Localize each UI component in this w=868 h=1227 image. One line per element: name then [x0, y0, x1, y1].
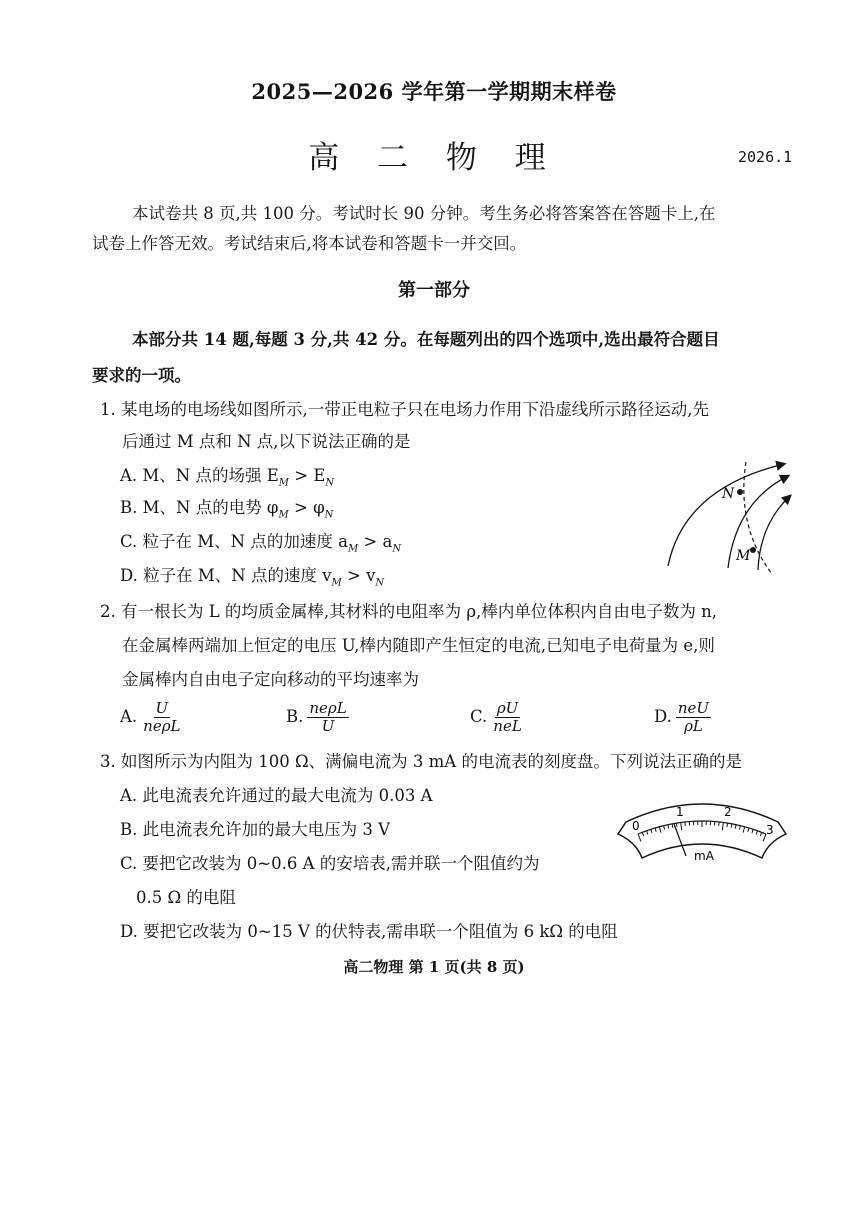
- part-instruction-line-2: 要求的一项。: [92, 366, 191, 385]
- dial-tick: [668, 825, 669, 829]
- dial-tick: [655, 828, 656, 832]
- dial-tick: [743, 827, 745, 833]
- page-footer: 高二物理 第 1 页(共 8 页): [343, 958, 525, 976]
- dial-tick: [739, 826, 740, 830]
- point-m: [750, 547, 756, 553]
- dial-tick: [760, 832, 761, 836]
- q3-option-a: A. 此电流表允许通过的最大电流为 0.03 A: [120, 786, 433, 805]
- dial-tick: [651, 829, 652, 833]
- label-m: M: [736, 548, 751, 564]
- dial-tick: [676, 823, 677, 827]
- dial-tick: [681, 822, 682, 830]
- dial-needle: [674, 824, 686, 856]
- q2-stem-line-2: 在金属棒两端加上恒定的电压 U,棒内随即产生恒定的电流,已知电子电荷量为 e,则: [122, 636, 715, 655]
- ammeter-dial-figure: [612, 800, 792, 884]
- q2-stem-line-3: 金属棒内自由电子定向移动的平均速率为: [122, 670, 419, 689]
- q1-option-a: A. M、N 点的场强 $E_M > E_N$: [120, 466, 335, 489]
- dial-ticks: [638, 821, 766, 841]
- dial-tick: [756, 831, 757, 835]
- q1-option-d: D. 粒子在 M、N 点的速度 $v_M > v_N$: [120, 566, 385, 589]
- dial-tick: [647, 831, 648, 835]
- dial-tick: [664, 826, 665, 830]
- q1-option-c: C. 粒子在 M、N 点的加速度 $a_M > a_N$: [120, 532, 402, 555]
- dial-tick: [735, 825, 736, 829]
- tick-label-2: 2: [724, 805, 732, 819]
- q2-option-c: C. $\frac{\rho U}{\text{neL}}$: [470, 699, 522, 735]
- q2-option-d: D. $\frac{\text{neU}}{\rho L}$: [654, 699, 710, 735]
- exam-title: 2025—2026 学年第一学期期末样卷: [251, 79, 617, 104]
- q1-option-b: B. M、N 点的电势 $\varphi_M > \varphi_N$: [120, 498, 334, 521]
- field-line-right: [758, 496, 790, 570]
- dial-tick: [659, 827, 661, 833]
- q2-option-a: A. $\frac{U}{\text{neρL}}$: [120, 699, 181, 735]
- label-n: N: [722, 486, 735, 502]
- dial-tick: [638, 834, 641, 841]
- tick-label-0: 0: [632, 819, 640, 833]
- intro-line-2: 试卷上作答无效。考试结束后,将本试卷和答题卡一并交回。: [92, 234, 527, 253]
- dial-tick: [752, 829, 753, 833]
- part-instruction-line-1: 本部分共 14 题,每题 3 分,共 42 分。在每题列出的四个选项中,选出最符合题目: [132, 330, 720, 349]
- dial-tick: [722, 822, 723, 830]
- dial-unit-label: mA: [694, 849, 714, 863]
- part-heading: 第一部分: [398, 280, 470, 301]
- subject-title: 高 二 物 理: [308, 140, 560, 176]
- dial-tick: [727, 823, 728, 827]
- q3-option-c-line-2: 0.5 Ω 的电阻: [136, 888, 236, 907]
- q2-option-b: B. $\frac{\text{neρL}}{U}$: [286, 699, 347, 735]
- tick-label-3: 3: [766, 823, 774, 837]
- q1-stem-line-1: 1. 某电场的电场线如图所示,一带正电粒子只在电场力作用下沿虚线所示路径运动,先: [100, 400, 709, 419]
- exam-date: 2026.1: [738, 148, 793, 166]
- q3-option-c-line-1: C. 要把它改装为 0~0.6 A 的安培表,需并联一个阻值约为: [120, 854, 540, 873]
- electric-field-figure: [656, 456, 792, 578]
- dial-tick: [642, 832, 643, 836]
- tick-label-1: 1: [676, 805, 684, 819]
- q3-option-d: D. 要把它改装为 0~15 V 的伏特表,需串联一个阻值为 6 kΩ 的电阻: [120, 922, 618, 941]
- q3-option-b: B. 此电流表允许加的最大电压为 3 V: [120, 820, 391, 839]
- q1-stem-line-2: 后通过 M 点和 N 点,以下说法正确的是: [122, 432, 411, 451]
- q2-stem-line-1: 2. 有一根长为 L 的均质金属棒,其材料的电阻率为 ρ,棒内单位体积内自由电子数为 n,: [100, 602, 717, 621]
- dial-tick: [672, 824, 673, 828]
- point-n: [737, 489, 743, 495]
- field-line-left: [668, 464, 784, 566]
- q3-stem: 3. 如图所示为内阻为 100 Ω、满偏电流为 3 mA 的电流表的刻度盘。下列说法正确的是: [100, 752, 742, 771]
- dial-tick: [748, 828, 749, 832]
- dial-tick: [731, 824, 732, 828]
- intro-line-1: 本试卷共 8 页,共 100 分。考试时长 90 分钟。考生务必将答案答在答题卡上,在: [132, 204, 716, 223]
